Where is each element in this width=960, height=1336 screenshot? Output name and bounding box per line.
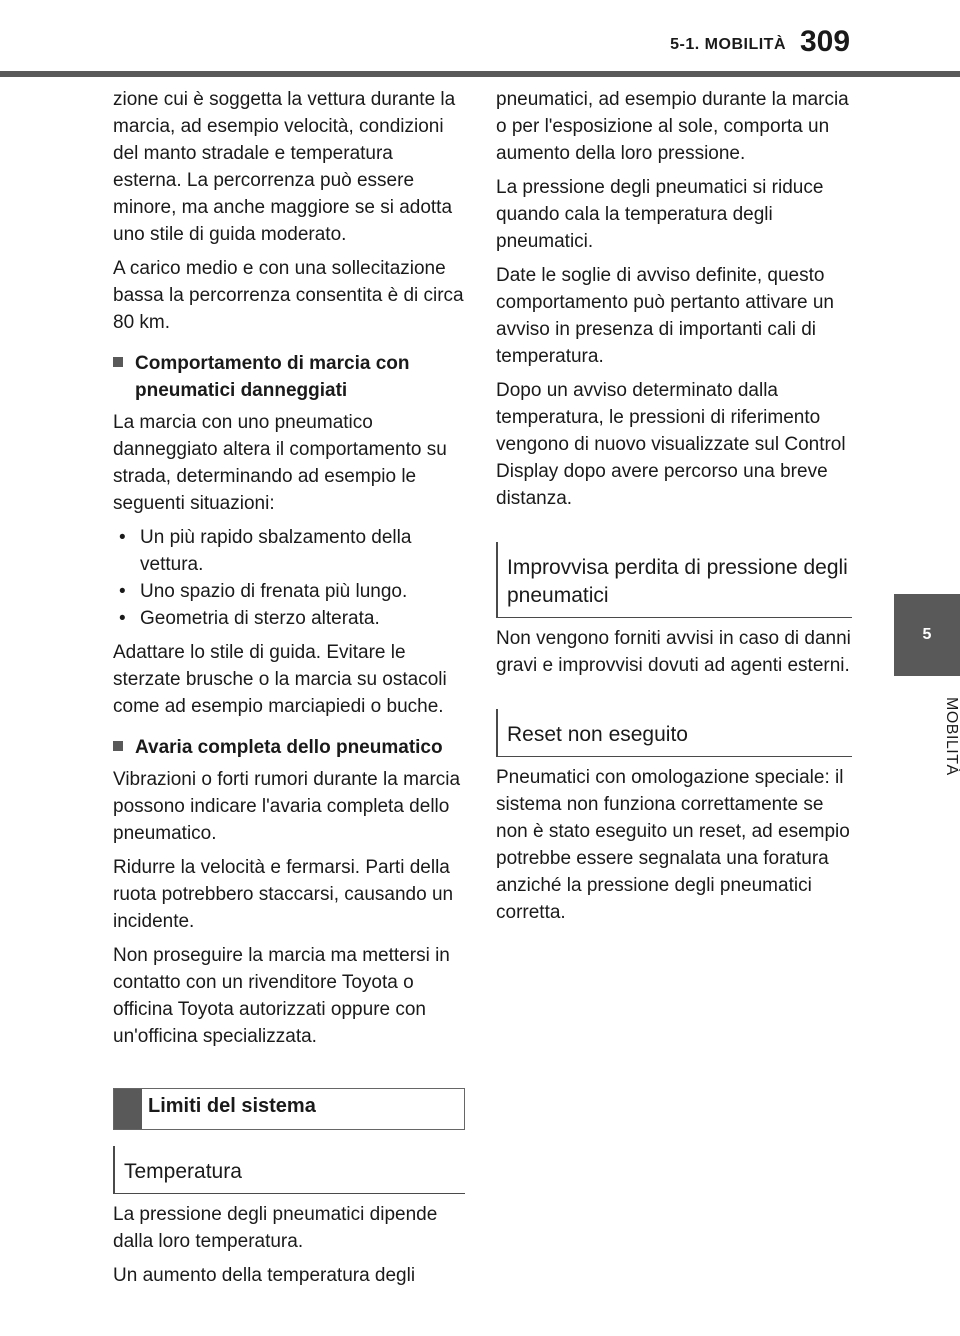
bullet-list (113, 524, 465, 632)
list-item: • Uno spazio di frenata più lungo. (113, 578, 465, 605)
square-bullet-icon (113, 357, 123, 367)
subheading: Improvvisa perdita di pressione degli pneumatici (496, 542, 852, 618)
subsection-heading: Avaria completa dello pneumatico (113, 734, 465, 761)
heading-block-marker (114, 1089, 142, 1129)
paragraph: pneumatici, ad esempio durante la marcia o per l'esposizione al sole, comporta un aumento della loro pressione. (496, 89, 849, 164)
paragraph: A carico medio e con una sollecitazione bassa la percorrenza consentita è di circa 80 km. (113, 258, 464, 333)
paragraph: Vibrazioni o forti rumori durante la marcia possono indicare l'avaria completa dello pneumatico. (113, 769, 461, 844)
paragraph: Dopo un avviso determinato dalla temperatura, le pressioni di riferimento vengono di nuovo visualizzate sul Control Display dopo avere percorso una breve distanza. (496, 380, 846, 509)
subheading: Reset non eseguito (496, 709, 852, 757)
right-column (496, 86, 852, 933)
paragraph: Non vengono forniti avvisi in caso di danni gravi e improvvisi dovuti ad agenti esterni. (496, 628, 851, 676)
square-bullet-icon (113, 741, 123, 751)
left-column (113, 86, 465, 1296)
list-item: • Un più rapido sbalzamento della vettura. (113, 524, 465, 578)
paragraph: La pressione degli pneumatici dipende dalla loro temperatura. (113, 1204, 438, 1252)
subheading: Temperatura (113, 1146, 465, 1194)
paragraph: La pressione degli pneumatici si riduce quando cala la temperatura degli pneumatici. (496, 177, 824, 252)
paragraph: zione cui è soggetta la vettura durante la marcia, ad esempio velocità, condizioni del manto stradale e temperatura esterna. La percorrenza può essere minore, ma anche maggiore se si adotta uno stile di guida moderato. (113, 89, 456, 245)
list-item: • Geometria di sterzo alterata. (113, 605, 465, 632)
paragraph: La marcia con uno pneumatico danneggiato altera il comportamento su strada, determinando ad esempio le seguenti situazioni: (113, 412, 447, 514)
section-title: 5-1. MOBILITÀ (670, 36, 786, 53)
paragraph: Un aumento della temperatura degli (113, 1265, 416, 1286)
paragraph: Non proseguire la marcia ma mettersi in contatto con un rivenditore Toyota o officina Toyota autorizzati oppure con un'officina specializzata. (113, 945, 450, 1047)
paragraph: Date le soglie di avviso definite, questo comportamento può pertanto attivare un avviso in presenza di importanti cali di temperatura. (496, 265, 834, 367)
header-rule (0, 71, 960, 77)
section-box-heading: Limiti del sistema (113, 1088, 465, 1130)
paragraph: Pneumatici con omologazione speciale: il sistema non funziona correttamente se non è stato eseguito un reset, ad esempio potrebbe essere segnalata una foratura anziché la pressione degli pneumatici corretta. (496, 767, 850, 923)
chapter-tab: 5 (894, 594, 960, 676)
subsection-heading: Comportamento di marcia con pneumatici danneggiati (113, 350, 465, 404)
chapter-label: MOBILITÀ (943, 696, 960, 776)
paragraph: Ridurre la velocità e fermarsi. Parti della ruota potrebbero staccarsi, causando un incidente. (113, 857, 454, 932)
page-number: 309 (800, 25, 851, 58)
paragraph: Adattare lo stile di guida. Evitare le sterzate brusche o la marcia su ostacoli come ad esempio marciapiedi o buche. (113, 642, 447, 717)
